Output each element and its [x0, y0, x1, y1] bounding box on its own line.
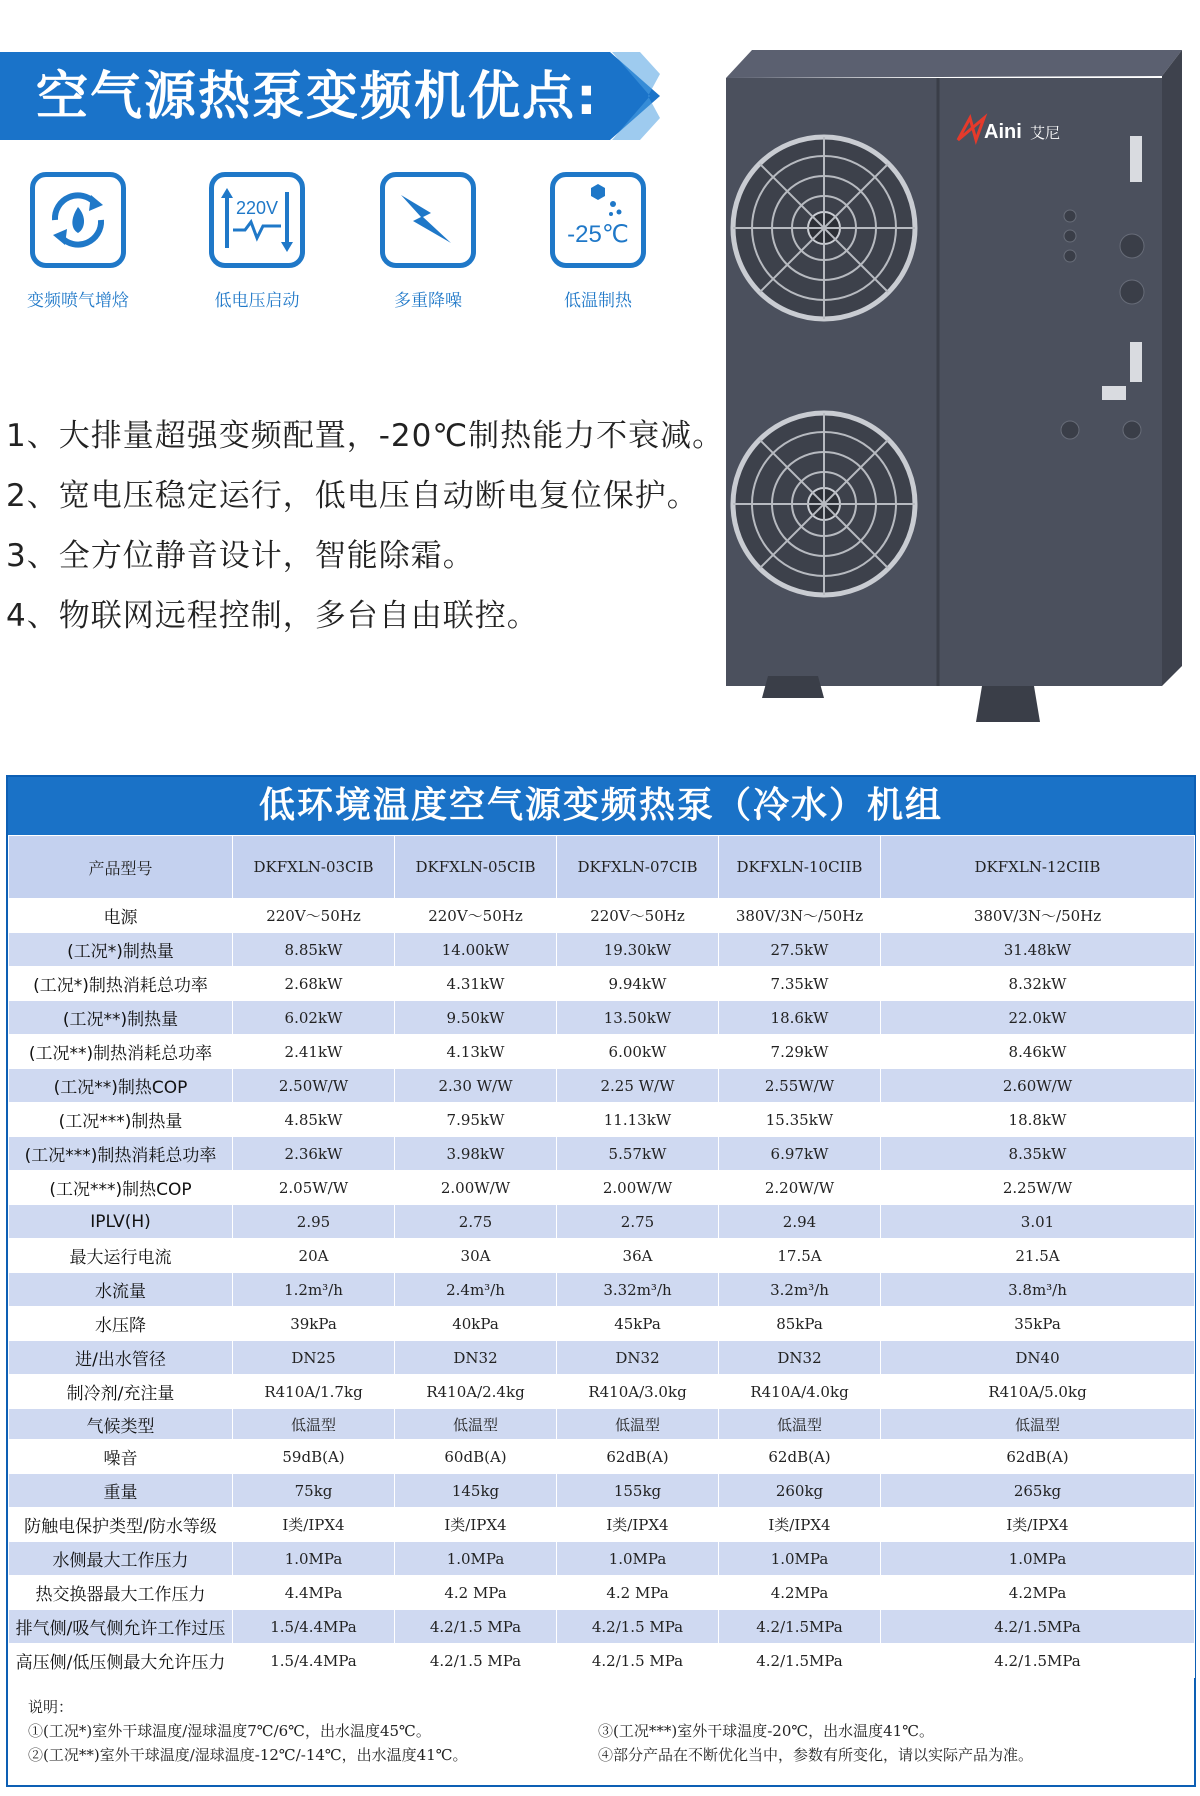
param-name: 进/出水管径: [9, 1341, 233, 1375]
note-item: ③(工况***)室外干球温度-20℃，出水温度41℃。: [598, 1722, 935, 1740]
param-value: 1.0MPa: [719, 1542, 881, 1576]
param-value: 4.2/1.5MPa: [881, 1610, 1195, 1644]
feature-label: 低电压启动: [214, 291, 300, 311]
param-value: 2.95: [233, 1205, 395, 1239]
svg-text:220V: 220V: [235, 198, 279, 218]
table-row: [9, 1035, 1195, 1069]
param-value: 4.85kW: [233, 1103, 395, 1137]
param-value: 4.13kW: [395, 1035, 557, 1069]
param-value: 31.48kW: [881, 933, 1195, 967]
param-value: 4.2MPa: [719, 1576, 881, 1610]
param-value: 17.5A: [719, 1239, 881, 1273]
param-value: 低温型: [881, 1409, 1195, 1440]
param-name: (工况**)制热消耗总功率: [9, 1035, 233, 1069]
param-value: 2.50W/W: [233, 1069, 395, 1103]
param-value: 220V～50Hz: [233, 899, 395, 933]
feature-label: 多重降噪: [394, 291, 462, 311]
param-value: 11.13kW: [557, 1103, 719, 1137]
param-value: 14.00kW: [395, 933, 557, 967]
param-value: 9.94kW: [557, 967, 719, 1001]
param-value: 8.35kW: [881, 1137, 1195, 1171]
param-value: R410A/1.7kg: [233, 1375, 395, 1409]
param-value: R410A/5.0kg: [881, 1375, 1195, 1409]
param-value: 4.4MPa: [233, 1576, 395, 1610]
spec-grid: [8, 835, 1195, 1678]
param-value: 2.55W/W: [719, 1069, 881, 1103]
param-value: 18.8kW: [881, 1103, 1195, 1137]
param-value: 低温型: [395, 1409, 557, 1440]
fan-guard-bottom: [733, 413, 915, 595]
table-row: [9, 1341, 1195, 1375]
param-value: 4.31kW: [395, 967, 557, 1001]
table-row: [9, 1375, 1195, 1409]
param-value: 4.2 MPa: [557, 1576, 719, 1610]
param-value: 2.00W/W: [395, 1171, 557, 1205]
param-value: 4.2/1.5 MPa: [395, 1644, 557, 1678]
feature-item: [532, 172, 664, 311]
svg-text:Aini: Aini: [984, 121, 1022, 143]
param-value: 4.2/1.5MPa: [719, 1610, 881, 1644]
table-row: [9, 1069, 1195, 1103]
note-item: ④部分产品在不断优化当中，参数有所变化，请以实际产品为准。: [598, 1746, 1034, 1764]
param-value: DN32: [719, 1341, 881, 1375]
param-value: 2.75: [557, 1205, 719, 1239]
param-value: 145kg: [395, 1474, 557, 1508]
notes-title: 说明：: [28, 1698, 74, 1716]
param-name: (工况**)制热量: [9, 1001, 233, 1035]
param-name: (工况*)制热消耗总功率: [9, 967, 233, 1001]
param-name: 气候类型: [9, 1409, 233, 1440]
param-name: 热交换器最大工作压力: [9, 1576, 233, 1610]
table-row: [9, 1273, 1195, 1307]
table-body: [9, 899, 1195, 1678]
param-name: 电源: [9, 899, 233, 933]
param-value: 59dB(A): [233, 1440, 395, 1474]
param-name: 排气侧/吸气侧允许工作过压: [9, 1610, 233, 1644]
table-row: [9, 1610, 1195, 1644]
table-row: [9, 1508, 1195, 1542]
model-header: DKFXLN-07CIB: [557, 836, 719, 899]
snowflake-temperature-icon: [550, 172, 646, 268]
svg-text:艾尼: 艾尼: [1030, 124, 1061, 142]
svg-text:-25℃: -25℃: [567, 221, 629, 248]
advantage-item: 1、大排量超强变频配置，-20℃制热能力不衰减。: [6, 418, 725, 454]
note-item: ①(工况*)室外干球温度/湿球温度7℃/6℃，出水温度45℃。: [28, 1722, 431, 1740]
flame-cycle-icon: [30, 172, 126, 268]
param-value: 45kPa: [557, 1307, 719, 1341]
param-value: DN32: [395, 1341, 557, 1375]
lightning-icon: [380, 172, 476, 268]
model-header: DKFXLN-12CIIB: [881, 836, 1195, 899]
param-name: IPLV(H): [9, 1205, 233, 1239]
param-value: 6.00kW: [557, 1035, 719, 1069]
param-value: 2.05W/W: [233, 1171, 395, 1205]
param-name: 重量: [9, 1474, 233, 1508]
table-row: [9, 1576, 1195, 1610]
param-value: 13.50kW: [557, 1001, 719, 1035]
table-row: [9, 1205, 1195, 1239]
param-value: 2.60W/W: [881, 1069, 1195, 1103]
param-value: 8.46kW: [881, 1035, 1195, 1069]
table-title: 低环境温度空气源变频热泵（冷水）机组: [8, 777, 1194, 835]
note-item: ②(工况**)室外干球温度/湿球温度-12℃/-14℃，出水温度41℃。: [28, 1746, 468, 1764]
table-row: [9, 1001, 1195, 1035]
param-value: 1.0MPa: [881, 1542, 1195, 1576]
param-value: 8.85kW: [233, 933, 395, 967]
param-value: 18.6kW: [719, 1001, 881, 1035]
param-value: 4.2/1.5 MPa: [557, 1610, 719, 1644]
param-value: R410A/3.0kg: [557, 1375, 719, 1409]
param-value: 27.5kW: [719, 933, 881, 967]
param-value: 1.0MPa: [233, 1542, 395, 1576]
param-value: 2.68kW: [233, 967, 395, 1001]
param-value: 40kPa: [395, 1307, 557, 1341]
param-value: 15.35kW: [719, 1103, 881, 1137]
feature-label: 变频喷气增焓: [27, 291, 129, 311]
param-value: R410A/4.0kg: [719, 1375, 881, 1409]
param-value: 21.5A: [881, 1239, 1195, 1273]
param-value: 380V/3N～/50Hz: [719, 899, 881, 933]
table-row: [9, 1103, 1195, 1137]
param-value: R410A/2.4kg: [395, 1375, 557, 1409]
advantage-item: 3、全方位静音设计，智能除霜。: [6, 538, 475, 574]
advantage-item: 2、宽电压稳定运行，低电压自动断电复位保护。: [6, 478, 699, 514]
notes: [28, 1695, 1178, 1767]
banner-title: 空气源热泵变频机优点:: [36, 67, 599, 127]
param-name: 水流量: [9, 1273, 233, 1307]
param-value: 低温型: [557, 1409, 719, 1440]
param-name: 制冷剂/充注量: [9, 1375, 233, 1409]
param-value: 62dB(A): [557, 1440, 719, 1474]
param-value: 低温型: [233, 1409, 395, 1440]
param-value: 2.30 W/W: [395, 1069, 557, 1103]
param-value: 9.50kW: [395, 1001, 557, 1035]
param-value: DN40: [881, 1341, 1195, 1375]
param-name: 最大运行电流: [9, 1239, 233, 1273]
param-value: 35kPa: [881, 1307, 1195, 1341]
param-value: 36A: [557, 1239, 719, 1273]
table-row: [9, 1307, 1195, 1341]
model-header: DKFXLN-05CIB: [395, 836, 557, 899]
param-value: 2.00W/W: [557, 1171, 719, 1205]
table-row: [9, 933, 1195, 967]
param-value: 39kPa: [233, 1307, 395, 1341]
param-value: 260kg: [719, 1474, 881, 1508]
feature-item: [362, 172, 494, 311]
param-value: 2.25 W/W: [557, 1069, 719, 1103]
param-value: 380V/3N～/50Hz: [881, 899, 1195, 933]
param-value: 1.0MPa: [395, 1542, 557, 1576]
table-row: [9, 1171, 1195, 1205]
param-value: 4.2/1.5MPa: [719, 1644, 881, 1678]
param-value: 1.5/4.4MPa: [233, 1610, 395, 1644]
param-value: I类/IPX4: [395, 1508, 557, 1542]
voltage-icon: [209, 172, 305, 268]
param-value: 1.2m³/h: [233, 1273, 395, 1307]
param-value: 3.01: [881, 1205, 1195, 1239]
param-value: 1.5/4.4MPa: [233, 1644, 395, 1678]
param-value: 85kPa: [719, 1307, 881, 1341]
param-value: 19.30kW: [557, 933, 719, 967]
param-value: 2.20W/W: [719, 1171, 881, 1205]
param-value: 4.2/1.5 MPa: [395, 1610, 557, 1644]
param-value: 4.2/1.5MPa: [881, 1644, 1195, 1678]
table-row: [9, 1542, 1195, 1576]
param-value: 2.41kW: [233, 1035, 395, 1069]
param-value: 220V～50Hz: [395, 899, 557, 933]
param-value: 5.57kW: [557, 1137, 719, 1171]
param-value: 2.94: [719, 1205, 881, 1239]
param-value: I类/IPX4: [719, 1508, 881, 1542]
param-value: 3.98kW: [395, 1137, 557, 1171]
param-value: 7.35kW: [719, 967, 881, 1001]
param-value: 2.25W/W: [881, 1171, 1195, 1205]
param-value: 60dB(A): [395, 1440, 557, 1474]
param-value: 7.95kW: [395, 1103, 557, 1137]
param-name: 防触电保护类型/防水等级: [9, 1508, 233, 1542]
param-value: 1.0MPa: [557, 1542, 719, 1576]
table-row: [9, 1644, 1195, 1678]
param-value: 3.2m³/h: [719, 1273, 881, 1307]
param-name: 高压侧/低压侧最大允许压力: [9, 1644, 233, 1678]
header-label: 产品型号: [9, 836, 233, 899]
param-value: DN32: [557, 1341, 719, 1375]
param-name: (工况**)制热COP: [9, 1069, 233, 1103]
fan-guard-top: [733, 137, 915, 319]
param-value: I类/IPX4: [233, 1508, 395, 1542]
table-row: [9, 1440, 1195, 1474]
param-name: (工况***)制热量: [9, 1103, 233, 1137]
table-header-row: [9, 836, 1195, 899]
table-row: [9, 1474, 1195, 1508]
param-value: 8.32kW: [881, 967, 1195, 1001]
feature-label: 低温制热: [564, 291, 632, 311]
table-row: [9, 1239, 1195, 1273]
param-value: 6.02kW: [233, 1001, 395, 1035]
param-value: 3.8m³/h: [881, 1273, 1195, 1307]
param-value: 4.2MPa: [881, 1576, 1195, 1610]
table-row: [9, 1137, 1195, 1171]
param-value: 20A: [233, 1239, 395, 1273]
param-value: I类/IPX4: [557, 1508, 719, 1542]
model-header: DKFXLN-10CIIB: [719, 836, 881, 899]
param-value: 155kg: [557, 1474, 719, 1508]
param-name: 水侧最大工作压力: [9, 1542, 233, 1576]
param-value: 62dB(A): [881, 1440, 1195, 1474]
param-name: (工况***)制热消耗总功率: [9, 1137, 233, 1171]
param-value: 6.97kW: [719, 1137, 881, 1171]
param-value: 4.2/1.5 MPa: [557, 1644, 719, 1678]
spec-table: [6, 775, 1196, 1787]
param-value: 75kg: [233, 1474, 395, 1508]
param-name: 水压降: [9, 1307, 233, 1341]
table-row: [9, 1409, 1195, 1440]
param-name: 噪音: [9, 1440, 233, 1474]
model-header: DKFXLN-03CIB: [233, 836, 395, 899]
param-value: DN25: [233, 1341, 395, 1375]
table-row: [9, 899, 1195, 933]
param-value: 低温型: [719, 1409, 881, 1440]
param-value: 2.75: [395, 1205, 557, 1239]
param-value: 4.2 MPa: [395, 1576, 557, 1610]
table-row: [9, 967, 1195, 1001]
param-value: 62dB(A): [719, 1440, 881, 1474]
param-value: 2.4m³/h: [395, 1273, 557, 1307]
param-value: I类/IPX4: [881, 1508, 1195, 1542]
feature-item: [12, 172, 144, 311]
advantage-item: 4、物联网远程控制，多台自由联控。: [6, 598, 539, 634]
param-value: 3.32m³/h: [557, 1273, 719, 1307]
param-value: 7.29kW: [719, 1035, 881, 1069]
param-value: 22.0kW: [881, 1001, 1195, 1035]
param-name: (工况*)制热量: [9, 933, 233, 967]
param-name: (工况***)制热COP: [9, 1171, 233, 1205]
heat-pump-unit-image: [722, 46, 1182, 726]
param-value: 265kg: [881, 1474, 1195, 1508]
param-value: 2.36kW: [233, 1137, 395, 1171]
param-value: 30A: [395, 1239, 557, 1273]
feature-item: [191, 172, 323, 311]
param-value: 220V～50Hz: [557, 899, 719, 933]
